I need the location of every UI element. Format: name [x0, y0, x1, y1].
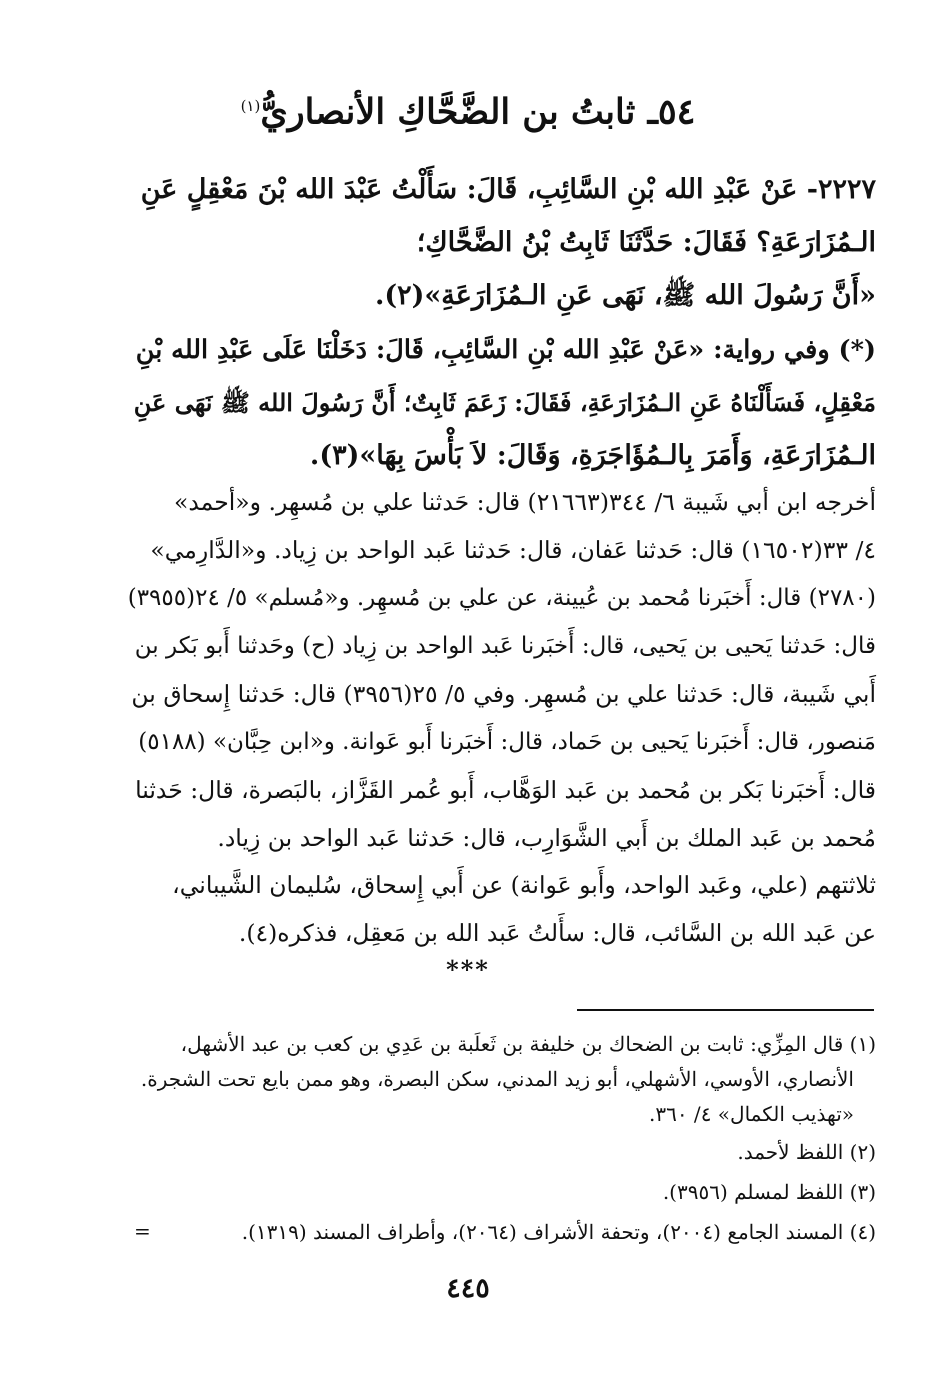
section-separator: *** — [446, 955, 490, 984]
takhrij-line: (٢٧٨٠) قال: أَخبَرنا مُحمد بن عُيينة، عن علي بن مُسهِر. و«مُسلم» ٥/ ٢٤(٣٩٥٥) — [127, 585, 876, 611]
title-footnote-marker: (١) — [240, 97, 261, 115]
footnote-line: «تهذيب الكمال» ٤/ ٣٦٠. — [648, 1102, 854, 1126]
takhrij-line: قال: أَخبَرنا بَكر بن مُحمد بن عَبد الوَهَّاب، أَبو عُمر القَزَّاز، بالبَصرة، قال: حَدثنا — [135, 776, 876, 804]
riwaya-line: مَعْقِلٍ، فَسَأَلْنَاهُ عَنِ الـمُزَارَعَةِ، فَقَالَ: زَعَمَ ثَابِتٌ؛ أَنَّ رَسُولَ الله ﷺ نَهَى عَنِ — [133, 388, 876, 417]
chapter-title-text: ٥٤ـ ثابتُ بن الضَّحَّاكِ الأنصاريُّ — [260, 91, 696, 133]
summary-line: ثلاثتهم (علي، وعَبد الواحد، وأَبو عَوانة) عن أَبي إِسحاق، سُليمان الشَّيباني، — [172, 871, 876, 899]
takhrij-line: أَبي شَيبة، قال: حَدثنا علي بن مُسهِر. وفي ٥/ ٢٥(٣٩٥٦) قال: حَدثنا إِسحاق بن — [131, 680, 876, 708]
riwaya-line: (*) وفي رواية: «عَنْ عَبْدِ الله بْنِ السَّائِبِ، قَالَ: دَخَلْنَا عَلَى عَبْدِ الله بْنِ — [135, 335, 876, 365]
footnote-rule — [577, 1009, 874, 1011]
continuation-mark: = — [134, 1219, 151, 1243]
summary-line: عن عَبد الله بن السَّائب، قال: سأَلتُ عَبد الله بن مَعقِل، فذكره(٤). — [238, 919, 876, 947]
takhrij-line: ٤/ ٣٣(١٦٥٠٢) قال: حَدثنا عَفان، قال: حَدثنا عَبد الواحد بن زِياد. و«الدَّارِمي» — [150, 536, 876, 564]
footnote-line: الأنصاري، الأوسي، الأشهلي، أبو زيد المدني، سكن البصرة، وهو ممن بايع تحت الشجرة. — [140, 1067, 854, 1091]
takhrij-line: مُحمد بن عَبد الملك بن أَبي الشَّوَارِب، قال: حَدثنا عَبد الواحد بن زِياد. — [217, 824, 876, 852]
hadith-line: الـمُزَارَعَةِ؟ فَقَالَ: حَدَّثَنَا ثَابِتُ بْنُ الضَّحَّاكِ؛ — [416, 227, 876, 258]
riwaya-line: الـمُزَارَعَةِ، وَأَمَرَ بِالـمُؤَاجَرَةِ، وَقَالَ: لاَ بَأْسَ بِهَا»(٣). — [309, 440, 876, 471]
footnote-line: (٣) اللفظ لمسلم (٣٩٥٦). — [662, 1180, 876, 1204]
hadith-line: ٢٢٢٧- عَنْ عَبْدِ الله بْنِ السَّائِبِ، قَالَ: سَأَلْتُ عَبْدَ الله بْنَ مَعْقِلٍ عَنِ — [140, 174, 876, 205]
footnote-line: (٤) المسند الجامع (٢٠٠٤)، وتحفة الأشراف (٢٠٦٤)، وأطراف المسند (١٣١٩). — [241, 1220, 876, 1244]
takhrij-line: قال: حَدثنا يَحيى بن يَحيى، قال: أَخبَرنا عَبد الواحد بن زِياد (ح) وحَدثنا أَبو بَكر بن — [134, 633, 876, 659]
chapter-title — [160, 82, 776, 137]
page-number: ٤٤٥ — [446, 1273, 490, 1304]
hadith-line: «أَنَّ رَسُولَ الله ﷺ، نَهَى عَنِ الـمُزَارَعَةِ»(٢). — [374, 280, 876, 311]
footnote-line: (١) قال المِزِّي: ثابت بن الضحاك بن خليفة بن ثَعلَبة بن عَدِي بن كعب بن عبد الأشهل، — [180, 1032, 876, 1056]
takhrij-line: مَنصور، قال: أَخبَرنا يَحيى بن حَماد، قال: أَخبَرنا أَبو عَوانة. و«ابن حِبَّان» (٥١٨٨) — [138, 729, 876, 755]
footnote-line: (٢) اللفظ لأحمد. — [737, 1140, 876, 1164]
takhrij-line: أخرجه ابن أبي شَيبة ٦/ ٣٤٤(٢١٦٦٣) قال: حَدثنا علي بن مُسهِر. و«أحمد» — [173, 488, 876, 516]
